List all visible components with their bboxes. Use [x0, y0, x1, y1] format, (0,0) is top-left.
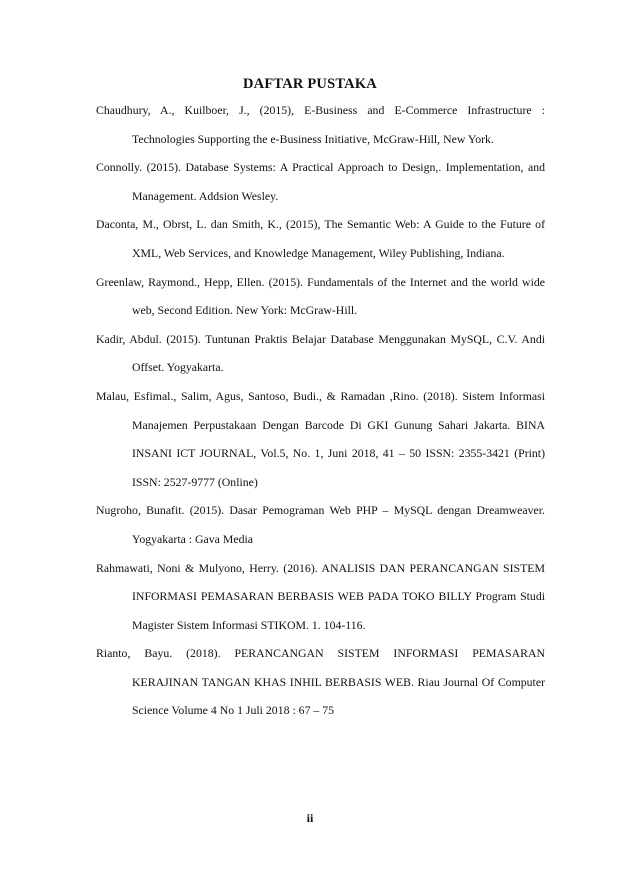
reference-entry: Greenlaw, Raymond., Hepp, Ellen. (2015). Fundamentals of the Internet and the world wide web, Second Edition. New York: McGraw-Hill.: [96, 274, 545, 318]
reference-entry: Chaudhury, A., Kuilboer, J., (2015), E-Business and E-Commerce Infrastructure : Technologies Supporting the e-Business Initiative, McGraw-Hill, New York.: [96, 103, 545, 146]
reference-entry: Rianto, Bayu. (2018). PERANCANGAN SISTEM INFORMASI PEMASARAN KERAJINAN TANGAN KHAS INHIL BERBASIS WEB. Riau Journal Of Computer Science Volume 4 No 1 Juli 2018 : 67 – 75: [96, 646, 545, 718]
reference-entry: Connolly. (2015). Database Systems: A Practical Approach to Design,. Implementation, and Management. Addsion Wesley.: [96, 160, 545, 203]
reference-list: [96, 96, 545, 725]
reference-entry: Malau, Esfimal., Salim, Agus, Santoso, Budi., & Ramadan ,Rino. (2018). Sistem Informasi Manajemen Perpustakaan Dengan Barcode Di GKI Gunung Sahari Jakarta. BINA INSANI ICT JOURNAL, Vol.5, No. 1, Juni 2018, 41 – 50 ISSN: 2355-3421 (Print) ISSN: 2527-9777 (Online): [96, 388, 545, 489]
reference-entry: Nugroho, Bunafit. (2015). Dasar Pemograman Web PHP – MySQL dengan Dreamweaver. Yogyakarta : Gava Media: [96, 503, 545, 546]
page-title: DAFTAR PUSTAKA: [243, 76, 377, 92]
reference-entry: Kadir, Abdul. (2015). Tuntunan Praktis Belajar Database Menggunakan MySQL, C.V. Andi Offset. Yogyakarta.: [96, 331, 545, 375]
reference-entry: Rahmawati, Noni & Mulyono, Herry. (2016). ANALISIS DAN PERANCANGAN SISTEM INFORMASI PEMASARAN BERBASIS WEB PADA TOKO BILLY Program Studi Magister Sistem Informasi STIKOM. 1. 104-116.: [96, 560, 545, 632]
page-number: ii: [306, 811, 314, 825]
reference-entry: Daconta, M., Obrst, L. dan Smith, K., (2015), The Semantic Web: A Guide to the Future of XML, Web Services, and Knowledge Management, Wiley Publishing, Indiana.: [96, 217, 545, 260]
